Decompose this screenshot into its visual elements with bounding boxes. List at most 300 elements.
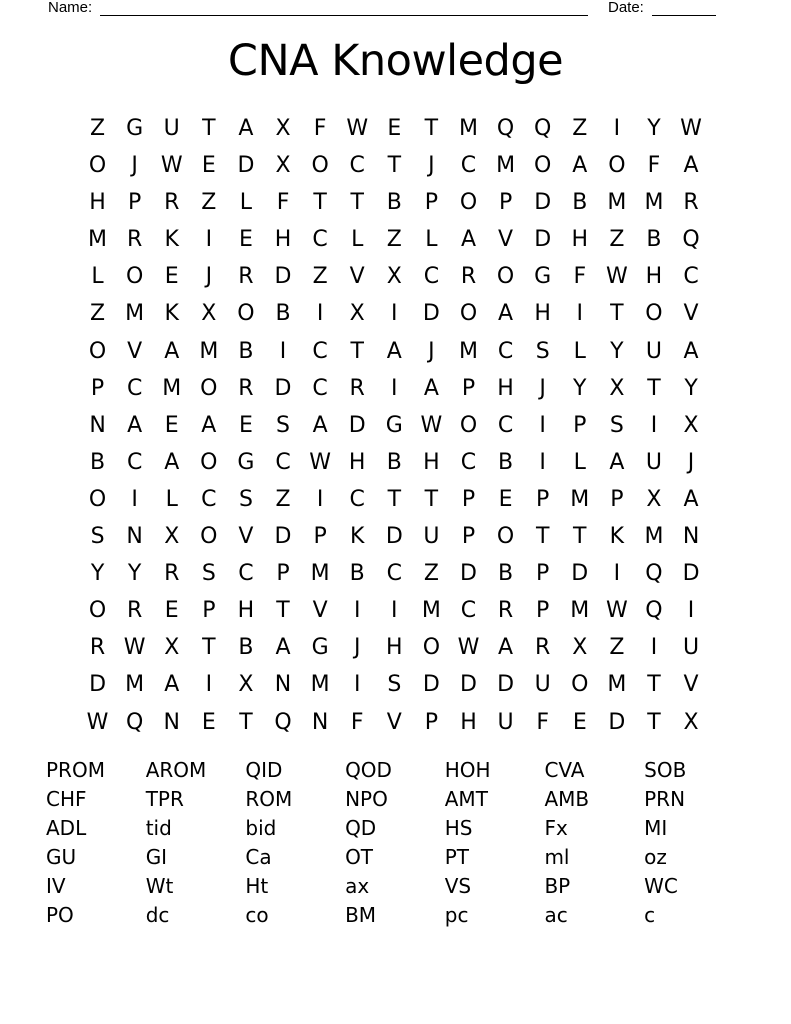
grid-letter: P bbox=[610, 486, 624, 512]
grid-letter: B bbox=[349, 561, 365, 587]
name-line bbox=[100, 15, 588, 16]
grid-letter: M bbox=[607, 190, 627, 216]
grid-letter: E bbox=[164, 264, 179, 290]
date-label: Date: bbox=[608, 0, 644, 16]
grid-letter: O bbox=[496, 264, 515, 290]
grid-letter: X bbox=[609, 375, 625, 401]
grid-letter: I bbox=[687, 598, 695, 624]
grid-letter: W bbox=[309, 449, 331, 475]
grid-letter: P bbox=[573, 412, 587, 438]
word-list-item: BP bbox=[544, 874, 571, 898]
grid-letter: O bbox=[200, 524, 218, 550]
grid-letter: L bbox=[91, 264, 104, 290]
grid-letter: E bbox=[201, 709, 216, 735]
grid-letter: K bbox=[164, 227, 179, 253]
grid-letter: T bbox=[239, 709, 253, 735]
grid-letter: L bbox=[351, 227, 364, 253]
grid-letter: Y bbox=[573, 375, 587, 401]
grid-letter: P bbox=[424, 190, 439, 216]
grid-letter: M bbox=[421, 598, 441, 624]
grid-letter: D bbox=[89, 672, 107, 698]
grid-letter: J bbox=[205, 264, 213, 290]
grid-letter: C bbox=[126, 449, 143, 475]
grid-letter: R bbox=[238, 264, 254, 290]
grid-letter: O bbox=[459, 190, 478, 216]
grid-letter: B bbox=[90, 449, 106, 475]
grid-letter: A bbox=[683, 153, 699, 179]
grid-letter: B bbox=[646, 227, 662, 253]
word-list-item: Ca bbox=[245, 845, 272, 869]
grid-letter: R bbox=[460, 264, 477, 290]
grid-letter: C bbox=[497, 412, 514, 438]
grid-letter: Z bbox=[609, 635, 625, 661]
grid-letter: X bbox=[683, 709, 699, 735]
grid-letter: A bbox=[312, 412, 328, 438]
grid-letter: C bbox=[423, 264, 440, 290]
grid-letter: T bbox=[573, 524, 587, 550]
grid-letter: P bbox=[313, 524, 327, 550]
grid-letter: D bbox=[497, 672, 515, 698]
grid-letter: E bbox=[164, 598, 179, 624]
word-list-item: NPO bbox=[345, 787, 388, 811]
word-list-item: dc bbox=[145, 903, 170, 927]
word-list-item: QD bbox=[345, 816, 377, 840]
grid-letter: Y bbox=[684, 375, 698, 401]
grid-letter: S bbox=[387, 672, 402, 698]
word-list-item: c bbox=[644, 903, 656, 927]
grid-letter: I bbox=[316, 301, 324, 327]
grid-letter: M bbox=[644, 524, 664, 550]
grid-letter: O bbox=[200, 375, 218, 401]
word-list-item: BM bbox=[345, 903, 377, 927]
grid-letter: O bbox=[459, 301, 478, 327]
grid-letter: C bbox=[312, 227, 328, 253]
grid-letter: X bbox=[238, 672, 254, 698]
grid-letter: T bbox=[350, 190, 364, 216]
grid-letter: Q bbox=[645, 561, 663, 587]
grid-letter: N bbox=[311, 709, 329, 735]
grid-letter: I bbox=[576, 301, 584, 327]
grid-letter: I bbox=[279, 338, 287, 364]
grid-letter: A bbox=[164, 338, 180, 364]
word-list-item: oz bbox=[644, 845, 667, 869]
word-list-item: MI bbox=[644, 816, 668, 840]
grid-letter: A bbox=[164, 449, 180, 475]
grid-letter: J bbox=[539, 375, 546, 401]
word-list-item: Ht bbox=[245, 874, 269, 898]
grid-letter: U bbox=[645, 338, 662, 364]
grid-letter: R bbox=[126, 598, 143, 624]
page-title: CNA Knowledge bbox=[227, 36, 564, 86]
grid-letter: Z bbox=[90, 116, 106, 141]
grid-letter: X bbox=[275, 116, 291, 141]
grid-letter: W bbox=[605, 264, 628, 290]
grid-letter: D bbox=[237, 153, 255, 179]
grid-letter: E bbox=[498, 486, 513, 512]
grid-letter: A bbox=[423, 375, 439, 401]
grid-letter: L bbox=[239, 190, 253, 216]
grid-letter: M bbox=[125, 672, 145, 698]
grid-letter: A bbox=[238, 116, 254, 141]
grid-letter: P bbox=[461, 486, 476, 512]
grid-letter: W bbox=[605, 598, 628, 624]
grid-letter: R bbox=[164, 561, 180, 587]
grid-letter: D bbox=[460, 561, 477, 587]
grid-letter: A bbox=[609, 449, 625, 475]
grid-letter: V bbox=[312, 598, 328, 624]
grid-letter: Q bbox=[645, 598, 663, 624]
grid-letter: C bbox=[497, 338, 514, 364]
grid-letter: P bbox=[461, 524, 476, 550]
grid-letter: J bbox=[428, 338, 435, 364]
grid-letter: G bbox=[126, 116, 144, 141]
grid-letter: D bbox=[460, 672, 477, 698]
grid-letter: U bbox=[534, 672, 551, 698]
grid-letter: Y bbox=[610, 338, 624, 364]
word-list-item: WC bbox=[644, 874, 678, 898]
grid-letter: Y bbox=[90, 561, 105, 587]
grid-letter: P bbox=[536, 486, 550, 512]
grid-letter: T bbox=[535, 524, 550, 550]
grid-letter: J bbox=[687, 449, 695, 475]
grid-letter: X bbox=[683, 412, 699, 438]
grid-letter: C bbox=[460, 153, 477, 179]
grid-letter: T bbox=[647, 375, 661, 401]
grid-letter: U bbox=[163, 116, 180, 141]
word-list-item: tid bbox=[145, 816, 172, 840]
grid-letter: A bbox=[498, 301, 514, 327]
grid-letter: I bbox=[131, 486, 138, 512]
grid-letter: B bbox=[386, 449, 402, 475]
grid-letter: H bbox=[386, 635, 403, 661]
grid-letter: K bbox=[349, 524, 365, 550]
grid-letter: I bbox=[613, 116, 621, 141]
grid-letter: M bbox=[570, 598, 590, 624]
grid-letter: S bbox=[609, 412, 624, 438]
grid-letter: F bbox=[536, 709, 549, 735]
word-list-item: GU bbox=[46, 845, 77, 869]
grid-letter: F bbox=[573, 264, 587, 290]
word-list-item: SOB bbox=[644, 758, 687, 782]
grid-letter: G bbox=[237, 449, 255, 475]
grid-letter: D bbox=[682, 561, 700, 587]
word-list-item: ac bbox=[544, 903, 568, 927]
grid-letter: O bbox=[459, 412, 478, 438]
grid-letter: Q bbox=[496, 116, 515, 141]
word-list-item: OT bbox=[345, 845, 374, 869]
grid-letter: O bbox=[88, 486, 107, 512]
grid-letter: E bbox=[572, 709, 587, 735]
grid-letter: A bbox=[127, 412, 143, 438]
grid-letter: Z bbox=[572, 116, 588, 141]
grid-letter: P bbox=[128, 190, 142, 216]
grid-letter: R bbox=[126, 227, 143, 253]
grid-letter: D bbox=[385, 524, 403, 550]
grid-letter: X bbox=[275, 153, 291, 179]
grid-letter: O bbox=[422, 635, 441, 661]
grid-letter: W bbox=[420, 412, 443, 438]
grid-letter: P bbox=[90, 375, 105, 401]
grid-letter: T bbox=[610, 301, 624, 327]
grid-letter: I bbox=[391, 375, 398, 401]
grid-letter: T bbox=[424, 116, 439, 141]
grid-letter: L bbox=[165, 486, 178, 512]
grid-letter: I bbox=[205, 672, 213, 698]
grid-letter: B bbox=[498, 561, 514, 587]
grid-letter: M bbox=[162, 375, 182, 401]
grid-letter: P bbox=[536, 598, 550, 624]
grid-letter: X bbox=[349, 301, 365, 327]
word-list-item: PRN bbox=[644, 787, 686, 811]
grid-letter: C bbox=[275, 449, 291, 475]
grid-letter: O bbox=[608, 153, 626, 179]
grid-letter: L bbox=[425, 227, 438, 253]
grid-letter: M bbox=[496, 153, 516, 179]
word-list-item: PO bbox=[46, 903, 74, 927]
grid-letter: M bbox=[458, 338, 478, 364]
grid-letter: J bbox=[428, 153, 435, 179]
grid-letter: K bbox=[609, 524, 625, 550]
grid-letter: S bbox=[238, 486, 253, 512]
grid-letter: G bbox=[385, 412, 403, 438]
word-list-item: VS bbox=[444, 874, 472, 898]
grid-letter: A bbox=[683, 338, 699, 364]
grid-letter: C bbox=[460, 449, 477, 475]
grid-letter: M bbox=[310, 672, 330, 698]
word-list-item: QOD bbox=[345, 758, 392, 782]
grid-letter: R bbox=[535, 635, 551, 661]
grid-letter: Z bbox=[90, 301, 106, 327]
grid-letter: T bbox=[202, 635, 216, 661]
grid-letter: A bbox=[498, 635, 514, 661]
grid-letter: O bbox=[88, 338, 107, 364]
grid-letter: D bbox=[571, 561, 589, 587]
grid-letter: X bbox=[201, 301, 217, 327]
grid-letter: C bbox=[312, 338, 328, 364]
grid-letter: H bbox=[237, 598, 255, 624]
grid-letter: V bbox=[386, 709, 402, 735]
grid-letter: W bbox=[346, 116, 369, 141]
word-list-item: CHF bbox=[46, 787, 87, 811]
grid-letter: Z bbox=[386, 227, 402, 253]
grid-letter: G bbox=[311, 635, 329, 661]
grid-letter: I bbox=[353, 672, 361, 698]
grid-letter: M bbox=[88, 227, 108, 253]
word-list-item: Fx bbox=[544, 816, 568, 840]
grid-letter: O bbox=[571, 672, 589, 698]
grid-letter: N bbox=[163, 709, 180, 735]
word-list-item: AROM bbox=[145, 758, 207, 782]
grid-letter: T bbox=[350, 338, 364, 364]
grid-letter: Z bbox=[312, 264, 328, 290]
grid-letter: J bbox=[353, 635, 361, 661]
grid-letter: Z bbox=[609, 227, 625, 253]
grid-letter: D bbox=[274, 524, 292, 550]
grid-letter: A bbox=[572, 153, 588, 179]
grid-letter: A bbox=[164, 672, 180, 698]
grid-letter: B bbox=[275, 301, 291, 327]
grid-letter: O bbox=[534, 153, 552, 179]
grid-letter: F bbox=[647, 153, 661, 179]
grid-letter: R bbox=[164, 190, 180, 216]
grid-letter: R bbox=[349, 375, 365, 401]
grid-letter: A bbox=[201, 412, 217, 438]
grid-letter: A bbox=[275, 635, 291, 661]
grid-letter: C bbox=[683, 264, 699, 290]
grid-letter: F bbox=[350, 709, 364, 735]
grid-letter: O bbox=[645, 301, 663, 327]
grid-letter: M bbox=[607, 672, 627, 698]
grid-letter: P bbox=[536, 561, 550, 587]
grid-letter: Z bbox=[201, 190, 217, 216]
grid-letter: E bbox=[387, 116, 402, 141]
grid-letter: T bbox=[202, 116, 216, 141]
grid-letter: S bbox=[90, 524, 105, 550]
word-list-item: bid bbox=[245, 816, 277, 840]
grid-letter: S bbox=[535, 338, 550, 364]
grid-letter: R bbox=[683, 190, 699, 216]
grid-letter: X bbox=[164, 524, 180, 550]
grid-letter: U bbox=[645, 449, 662, 475]
grid-letter: F bbox=[276, 190, 290, 216]
grid-letter: U bbox=[423, 524, 440, 550]
grid-letter: D bbox=[348, 412, 366, 438]
grid-letter: Y bbox=[647, 116, 661, 141]
grid-letter: M bbox=[125, 301, 145, 327]
grid-letter: X bbox=[164, 635, 180, 661]
word-list-item: GI bbox=[145, 845, 168, 869]
grid-letter: J bbox=[131, 153, 138, 179]
grid-letter: W bbox=[457, 635, 480, 661]
grid-letter: I bbox=[650, 412, 658, 438]
grid-letter: T bbox=[647, 672, 661, 698]
grid-letter: A bbox=[460, 227, 477, 253]
grid-letter: M bbox=[570, 486, 590, 512]
grid-letter: B bbox=[498, 449, 514, 475]
grid-letter: B bbox=[238, 338, 254, 364]
grid-letter: A bbox=[683, 486, 699, 512]
grid-letter: E bbox=[164, 412, 179, 438]
grid-letter: Z bbox=[423, 561, 439, 587]
grid-letter: M bbox=[199, 338, 219, 364]
grid-letter: M bbox=[310, 561, 330, 587]
word-list-item: PROM bbox=[46, 758, 105, 782]
grid-letter: W bbox=[86, 709, 109, 735]
grid-letter: P bbox=[276, 561, 290, 587]
grid-letter: O bbox=[496, 524, 515, 550]
grid-letter: E bbox=[238, 412, 253, 438]
word-list-item: CVA bbox=[544, 758, 585, 782]
grid-letter: T bbox=[424, 486, 439, 512]
grid-letter: H bbox=[645, 264, 663, 290]
word-list-item: ADL bbox=[46, 816, 87, 840]
grid-letter: X bbox=[386, 264, 402, 290]
grid-letter: W bbox=[160, 153, 183, 179]
grid-letter: T bbox=[276, 598, 290, 624]
grid-letter: O bbox=[88, 598, 107, 624]
grid-letter: D bbox=[274, 264, 292, 290]
grid-letter: A bbox=[386, 338, 402, 364]
grid-letter: H bbox=[348, 449, 366, 475]
grid-letter: H bbox=[497, 375, 514, 401]
grid-letter: E bbox=[201, 153, 216, 179]
grid-letter: T bbox=[387, 486, 402, 512]
word-list-item: PT bbox=[444, 845, 470, 869]
word-list-item: ROM bbox=[245, 787, 293, 811]
word-list-item: ml bbox=[544, 845, 570, 869]
grid-letter: D bbox=[534, 190, 552, 216]
grid-letter: X bbox=[646, 486, 662, 512]
grid-letter: H bbox=[571, 227, 589, 253]
grid-letter: U bbox=[682, 635, 700, 661]
grid-letter: R bbox=[497, 598, 514, 624]
grid-letter: Q bbox=[125, 709, 144, 735]
word-list-item: IV bbox=[46, 874, 66, 898]
grid-letter: H bbox=[460, 709, 477, 735]
grid-letter: I bbox=[539, 449, 546, 475]
grid-letter: B bbox=[386, 190, 402, 216]
word-list-item: QID bbox=[245, 758, 283, 782]
grid-letter: I bbox=[613, 561, 621, 587]
grid-letter: C bbox=[386, 561, 402, 587]
word-list-item: AMB bbox=[544, 787, 590, 811]
grid-letter: I bbox=[391, 598, 398, 624]
grid-letter: C bbox=[201, 486, 217, 512]
word-list-item: pc bbox=[444, 903, 469, 927]
grid-letter: C bbox=[312, 375, 328, 401]
grid-letter: O bbox=[88, 153, 107, 179]
grid-letter: V bbox=[238, 524, 254, 550]
grid-letter: H bbox=[534, 301, 551, 327]
grid-letter: Q bbox=[682, 227, 700, 253]
name-label: Name: bbox=[48, 0, 93, 16]
word-list-item: TPR bbox=[145, 787, 184, 811]
grid-letter: D bbox=[534, 227, 552, 253]
grid-letter: P bbox=[202, 598, 216, 624]
grid-letter: R bbox=[238, 375, 254, 401]
grid-letter: T bbox=[387, 153, 402, 179]
grid-letter: Y bbox=[127, 561, 142, 587]
word-list-item: HS bbox=[444, 816, 473, 840]
letter-grid bbox=[79, 110, 710, 741]
grid-letter: U bbox=[497, 709, 514, 735]
grid-letter: G bbox=[534, 264, 552, 290]
word-bank bbox=[46, 756, 744, 930]
grid-letter: P bbox=[424, 709, 439, 735]
grid-letter: D bbox=[274, 375, 292, 401]
grid-letter: I bbox=[539, 412, 546, 438]
grid-letter: F bbox=[313, 116, 327, 141]
grid-letter: T bbox=[313, 190, 327, 216]
grid-letter: V bbox=[683, 301, 699, 327]
grid-letter: X bbox=[572, 635, 588, 661]
grid-letter: H bbox=[274, 227, 292, 253]
grid-letter: S bbox=[276, 412, 290, 438]
grid-letter: D bbox=[422, 301, 440, 327]
grid-letter: D bbox=[422, 672, 440, 698]
grid-letter: I bbox=[205, 227, 213, 253]
grid-letter: N bbox=[89, 412, 106, 438]
grid-letter: O bbox=[125, 264, 144, 290]
grid-letter: I bbox=[650, 635, 658, 661]
grid-letter: V bbox=[349, 264, 365, 290]
grid-letter: K bbox=[164, 301, 179, 327]
grid-letter: L bbox=[573, 338, 586, 364]
grid-letter: Q bbox=[274, 709, 292, 735]
word-list-item: AMT bbox=[444, 787, 488, 811]
grid-letter: D bbox=[608, 709, 626, 735]
grid-letter: C bbox=[349, 153, 365, 179]
